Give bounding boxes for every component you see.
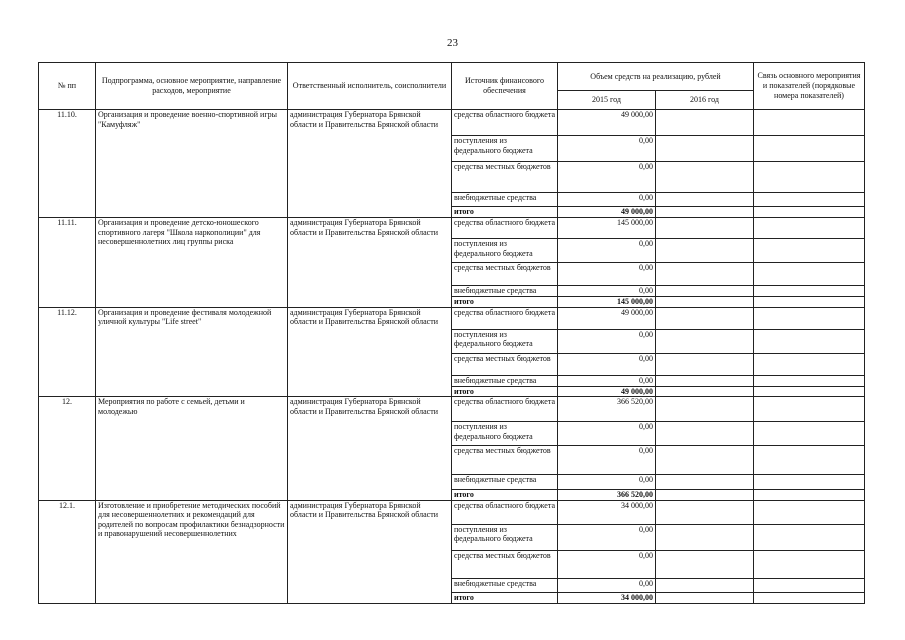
amount-2015: 0,00: [558, 353, 656, 375]
header-2016: 2016 год: [656, 91, 754, 110]
amount-2015: 34 000,00: [558, 592, 656, 603]
item-name: Организация и проведение фестиваля молодежной уличной культуры "Life street": [96, 307, 288, 397]
indicator-link: [754, 490, 865, 501]
amount-2015: 145 000,00: [558, 218, 656, 239]
amount-2016: [656, 218, 754, 239]
item-executor: администрация Губернатора Брянской области и Правительства Брянской области: [288, 110, 452, 218]
table-row: [39, 397, 865, 422]
amount-2015: 49 000,00: [558, 110, 656, 136]
funding-source: итого: [452, 207, 558, 218]
funding-source: средства областного бюджета: [452, 110, 558, 136]
amount-2016: [656, 286, 754, 297]
item-name: Изготовление и приобретение методических пособий для несовершеннолетних и рекомендаций для родителей по вопросам профилактики безнадзорности и правонарушений несовершеннолетних: [96, 500, 288, 603]
funding-source: средства областного бюджета: [452, 397, 558, 422]
amount-2016: [656, 353, 754, 375]
amount-2016: [656, 475, 754, 490]
funding-source: внебюджетные средства: [452, 578, 558, 592]
indicator-link: [754, 386, 865, 397]
table-body: [39, 110, 865, 604]
indicator-link: [754, 110, 865, 136]
item-executor: администрация Губернатора Брянской области и Правительства Брянской области: [288, 500, 452, 603]
amount-2015: 0,00: [558, 446, 656, 475]
item-executor: администрация Губернатора Брянской области и Правительства Брянской области: [288, 397, 452, 501]
amount-2015: 0,00: [558, 136, 656, 162]
indicator-link: [754, 446, 865, 475]
amount-2016: [656, 578, 754, 592]
indicator-link: [754, 578, 865, 592]
item-number: 11.10.: [39, 110, 96, 218]
funding-source: средства областного бюджета: [452, 500, 558, 524]
indicator-link: [754, 218, 865, 239]
amount-2015: 0,00: [558, 329, 656, 353]
table-row: [39, 110, 865, 136]
indicator-link: [754, 592, 865, 603]
amount-2016: [656, 162, 754, 193]
funding-source: средства местных бюджетов: [452, 263, 558, 286]
amount-2016: [656, 490, 754, 501]
item-number: 11.11.: [39, 218, 96, 308]
amount-2015: 49 000,00: [558, 307, 656, 329]
funding-source: итого: [452, 490, 558, 501]
amount-2016: [656, 422, 754, 446]
indicator-link: [754, 550, 865, 578]
indicator-link: [754, 136, 865, 162]
indicator-link: [754, 329, 865, 353]
funding-source: итого: [452, 386, 558, 397]
funding-source: средства областного бюджета: [452, 218, 558, 239]
amount-2015: 0,00: [558, 193, 656, 207]
amount-2016: [656, 397, 754, 422]
item-executor: администрация Губернатора Брянской области и Правительства Брянской области: [288, 307, 452, 397]
item-number: 12.: [39, 397, 96, 501]
indicator-link: [754, 263, 865, 286]
funding-source: средства местных бюджетов: [452, 550, 558, 578]
amount-2016: [656, 500, 754, 524]
amount-2015: 0,00: [558, 162, 656, 193]
header-source: Источник финансового обеспечения: [452, 63, 558, 110]
funding-source: средства областного бюджета: [452, 307, 558, 329]
funding-source: поступления из федерального бюджета: [452, 422, 558, 446]
amount-2015: 0,00: [558, 286, 656, 297]
header-num: № пп: [39, 63, 96, 110]
header-2015: 2015 год: [558, 91, 656, 110]
indicator-link: [754, 353, 865, 375]
amount-2016: [656, 524, 754, 550]
item-name: Организация и проведение военно-спортивной игры "Камуфляж": [96, 110, 288, 218]
page-number: 23: [447, 37, 458, 49]
item-name: Мероприятия по работе с семьей, детьми и молодежью: [96, 397, 288, 501]
amount-2016: [656, 136, 754, 162]
indicator-link: [754, 162, 865, 193]
funding-source: внебюджетные средства: [452, 475, 558, 490]
amount-2016: [656, 193, 754, 207]
amount-2016: [656, 386, 754, 397]
header-volume: Объем средств на реализацию, рублей: [558, 63, 754, 91]
amount-2015: 366 520,00: [558, 397, 656, 422]
funding-source: средства местных бюджетов: [452, 162, 558, 193]
item-executor: администрация Губернатора Брянской области и Правительства Брянской области: [288, 218, 452, 308]
amount-2015: 0,00: [558, 263, 656, 286]
funding-source: поступления из федерального бюджета: [452, 524, 558, 550]
amount-2016: [656, 207, 754, 218]
indicator-link: [754, 286, 865, 297]
indicator-link: [754, 524, 865, 550]
header-subprogram: Подпрограмма, основное мероприятие, направление расходов, мероприятие: [96, 63, 288, 110]
indicator-link: [754, 297, 865, 308]
indicator-link: [754, 397, 865, 422]
amount-2016: [656, 329, 754, 353]
amount-2015: 0,00: [558, 578, 656, 592]
indicator-link: [754, 307, 865, 329]
header-executor: Ответственный исполнитель, соисполнители: [288, 63, 452, 110]
amount-2016: [656, 446, 754, 475]
table-row: [39, 500, 865, 524]
amount-2015: 0,00: [558, 524, 656, 550]
table-header: [39, 63, 865, 110]
amount-2015: 0,00: [558, 422, 656, 446]
indicator-link: [754, 193, 865, 207]
indicator-link: [754, 475, 865, 490]
amount-2016: [656, 550, 754, 578]
funding-source: средства местных бюджетов: [452, 353, 558, 375]
amount-2015: 34 000,00: [558, 500, 656, 524]
amount-2016: [656, 297, 754, 308]
amount-2016: [656, 239, 754, 263]
amount-2016: [656, 110, 754, 136]
budget-table: [38, 62, 865, 604]
funding-source: средства местных бюджетов: [452, 446, 558, 475]
amount-2015: 0,00: [558, 550, 656, 578]
amount-2015: 366 520,00: [558, 490, 656, 501]
indicator-link: [754, 375, 865, 386]
amount-2015: 0,00: [558, 375, 656, 386]
funding-source: итого: [452, 297, 558, 308]
amount-2015: 0,00: [558, 239, 656, 263]
funding-source: поступления из федерального бюджета: [452, 239, 558, 263]
amount-2016: [656, 592, 754, 603]
amount-2016: [656, 263, 754, 286]
table-row: [39, 218, 865, 239]
indicator-link: [754, 207, 865, 218]
funding-source: поступления из федерального бюджета: [452, 136, 558, 162]
amount-2016: [656, 375, 754, 386]
indicator-link: [754, 422, 865, 446]
amount-2015: 145 000,00: [558, 297, 656, 308]
funding-source: внебюджетные средства: [452, 193, 558, 207]
indicator-link: [754, 500, 865, 524]
amount-2016: [656, 307, 754, 329]
item-name: Организация и проведение детско-юношеского спортивного лагеря "Школа наркополиции" для несовершеннолетних лиц группы риска: [96, 218, 288, 308]
funding-source: внебюджетные средства: [452, 286, 558, 297]
funding-source: поступления из федерального бюджета: [452, 329, 558, 353]
item-number: 11.12.: [39, 307, 96, 397]
indicator-link: [754, 239, 865, 263]
item-number: 12.1.: [39, 500, 96, 603]
funding-source: внебюджетные средства: [452, 375, 558, 386]
header-link: Связь основного мероприятия и показателей (порядковые номера показателей): [754, 63, 865, 110]
table-row: [39, 307, 865, 329]
amount-2015: 49 000,00: [558, 386, 656, 397]
amount-2015: 49 000,00: [558, 207, 656, 218]
amount-2015: 0,00: [558, 475, 656, 490]
funding-source: итого: [452, 592, 558, 603]
